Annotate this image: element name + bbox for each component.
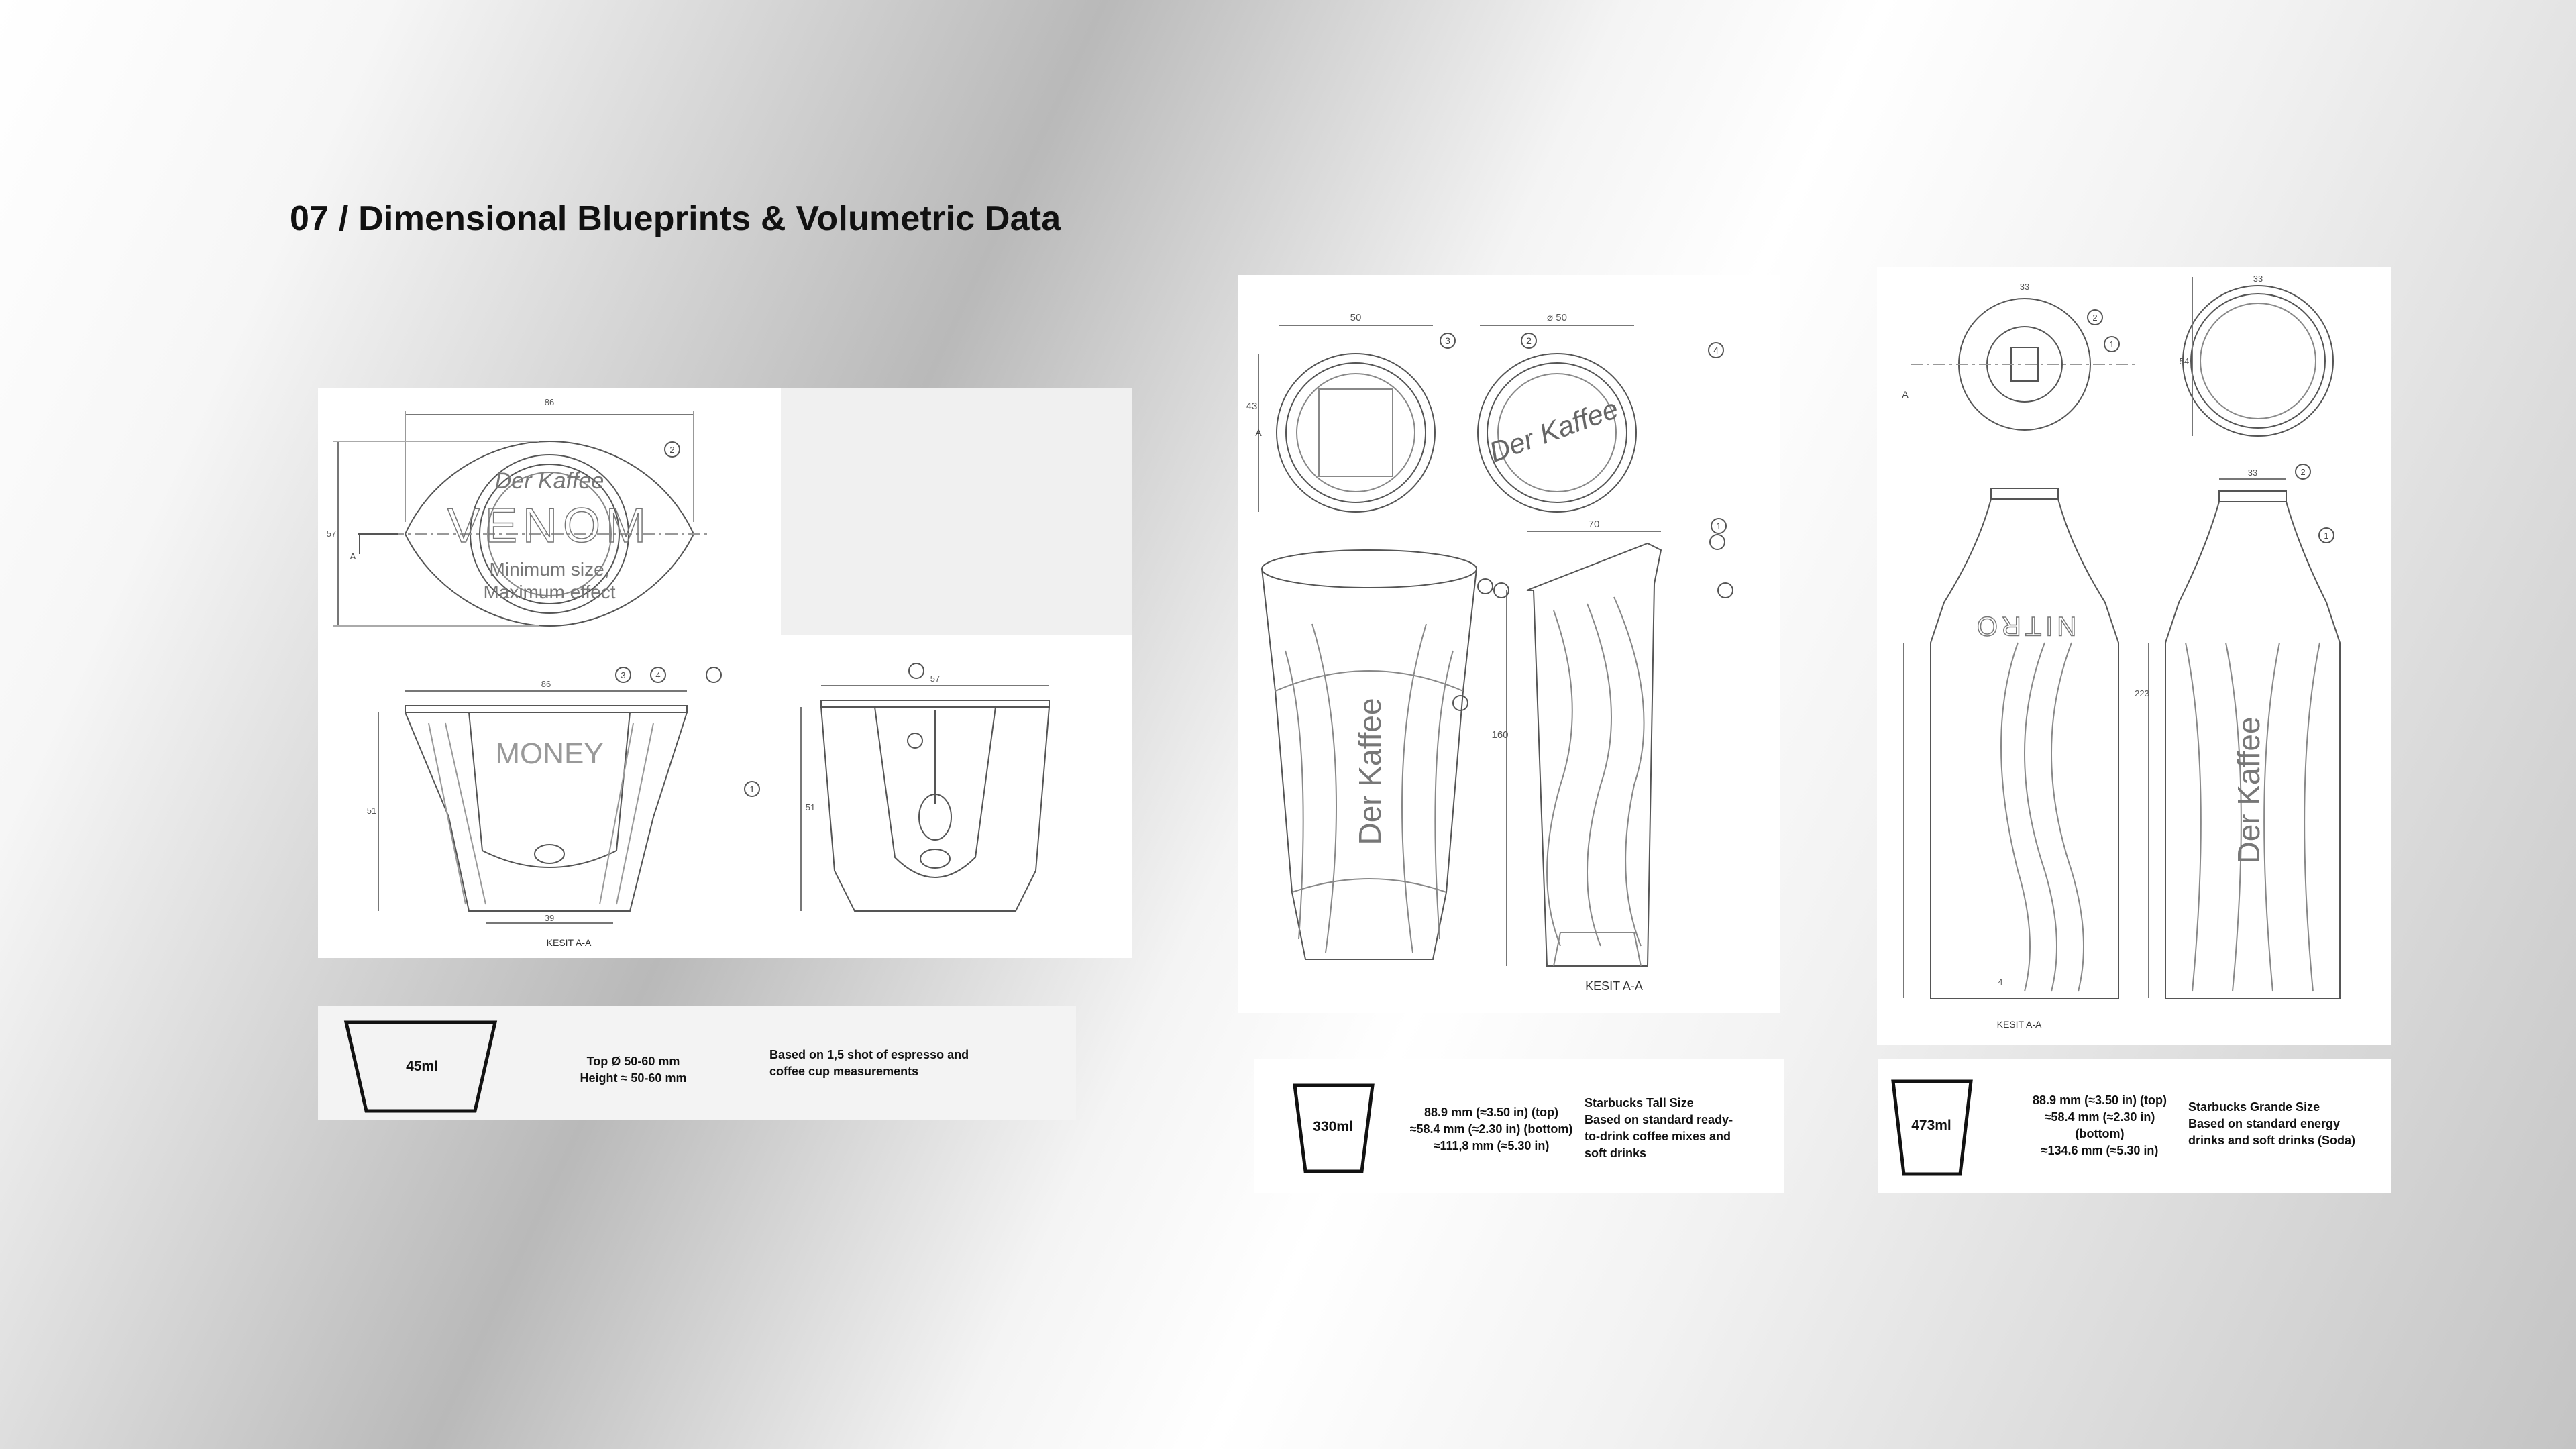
tall-top-width: 50: [1350, 312, 1362, 323]
espresso-slogan-2: Maximum effect: [483, 582, 616, 602]
espresso-marker-1: 1: [749, 784, 755, 794]
tall-spec-line: ≈58.4 mm (≈2.30 in) (bottom): [1409, 1122, 1573, 1136]
espresso-spec-line: Top Ø 50-60 mm: [586, 1055, 680, 1068]
grande-note-line: Based on standard energy: [2188, 1117, 2341, 1130]
grande-base-height: 4: [1998, 977, 2003, 987]
espresso-marker-2: 2: [669, 445, 675, 455]
grande-volume: 473ml: [1911, 1118, 1951, 1133]
tall-note-line: Based on standard ready-: [1585, 1113, 1733, 1126]
tall-marker-3: 3: [1445, 335, 1450, 346]
espresso-side-height: 51: [366, 806, 377, 816]
grande-top-width: 33: [2253, 274, 2263, 284]
grande-top-width-left: 33: [2019, 282, 2030, 292]
espresso-note-line: Based on 1,5 shot of espresso and: [769, 1048, 969, 1061]
grande-marker-1b: 1: [2324, 531, 2329, 541]
tall-blueprint: [1238, 275, 1780, 1013]
tall-top-height: 43: [1246, 400, 1258, 412]
tall-lid-diameter: ⌀ 50: [1547, 312, 1567, 323]
tall-note-line: soft drinks: [1585, 1146, 1647, 1160]
espresso-top-height: 57: [326, 529, 337, 539]
grande-spec-line: ≈58.4 mm (≈2.30 in): [2044, 1110, 2155, 1124]
espresso-product-text: VENOM: [447, 499, 652, 553]
espresso-slogan-1: Minimum size,: [489, 559, 610, 580]
espresso-base-width: 39: [544, 913, 555, 923]
espresso-marker-3: 3: [621, 670, 626, 680]
grande-section-a: A: [1902, 389, 1909, 400]
tall-side-width: 70: [1588, 519, 1600, 530]
tall-cup-brand: Der Kaffee: [1352, 698, 1387, 845]
grande-marker-2b: 2: [2300, 467, 2306, 477]
grande-spec-line: ≈134.6 mm (≈5.30 in): [2041, 1144, 2159, 1157]
grande-marker-2: 2: [2092, 313, 2098, 323]
tall-note-line: to-drink coffee mixes and: [1585, 1130, 1731, 1143]
espresso-front-width: 57: [930, 674, 941, 684]
grande-side-height: 223: [2135, 688, 2149, 698]
grande-blueprint: [1877, 267, 2391, 1045]
espresso-note-line: coffee cup measurements: [769, 1065, 919, 1078]
grande-spec: [1999, 1092, 2200, 1159]
tall-marker-2: 2: [1526, 335, 1532, 346]
espresso-volume: 45ml: [406, 1059, 438, 1074]
grande-note-line: drinks and soft drinks (Soda): [2188, 1134, 2356, 1147]
tall-note-line: Starbucks Tall Size: [1585, 1096, 1694, 1110]
espresso-spec: [539, 1053, 727, 1087]
grande-drawing: [1877, 267, 2391, 1045]
tall-spec-line: 88.9 mm (≈3.50 in) (top): [1424, 1106, 1558, 1119]
espresso-section-label: KESIT A-A: [546, 937, 592, 948]
grande-note: [2188, 1099, 2390, 1149]
tall-lid-brand: Der Kaffee: [1485, 392, 1623, 468]
grande-note-line: Starbucks Grande Size: [2188, 1100, 2320, 1114]
tall-marker-4: 4: [1713, 345, 1719, 356]
tall-section-a: A: [1255, 427, 1262, 438]
tall-drawing: [1238, 275, 1780, 1013]
grande-section-label: KESIT A-A: [1996, 1019, 2042, 1030]
espresso-section-a: A: [350, 551, 356, 561]
tall-marker-1: 1: [1716, 521, 1721, 531]
tall-spec: [1387, 1104, 1595, 1155]
espresso-blueprint: [318, 388, 1132, 958]
grande-bottle-brand: Der Kaffee: [2231, 716, 2266, 864]
tall-section-label: KESIT A-A: [1585, 979, 1643, 993]
grande-volume-strip: [1878, 1059, 2391, 1193]
tall-side-height: 160: [1491, 729, 1509, 741]
espresso-spec-line: Height ≈ 50-60 mm: [580, 1071, 687, 1085]
grande-side-width: 33: [2247, 468, 2258, 478]
espresso-side-text: MONEY: [495, 737, 604, 770]
espresso-note: [769, 1046, 1051, 1080]
grande-top-height: 54: [2179, 356, 2190, 366]
page-title: 07 / Dimensional Blueprints & Volumetric Data: [290, 199, 1061, 238]
grande-spec-line: 88.9 mm (≈3.50 in) (top): [2033, 1093, 2167, 1107]
tall-volume-strip: [1254, 1059, 1784, 1193]
espresso-brand-text: Der Kaffee: [494, 468, 604, 494]
espresso-front-height: 51: [805, 802, 816, 812]
espresso-side-width: 86: [541, 679, 551, 689]
espresso-marker-4: 4: [655, 670, 661, 680]
tall-volume: 330ml: [1313, 1119, 1353, 1134]
grande-spec-line: (bottom): [2075, 1127, 2125, 1140]
grande-marker-1: 1: [2109, 339, 2114, 350]
espresso-drawing: [318, 388, 1132, 958]
grande-product-text: NITRO: [1972, 611, 2077, 641]
espresso-volume-strip: [318, 1006, 1076, 1120]
espresso-top-width: 86: [544, 397, 555, 407]
tall-spec-line: ≈111,8 mm (≈5.30 in): [1433, 1139, 1550, 1152]
tall-note: [1585, 1095, 1779, 1162]
